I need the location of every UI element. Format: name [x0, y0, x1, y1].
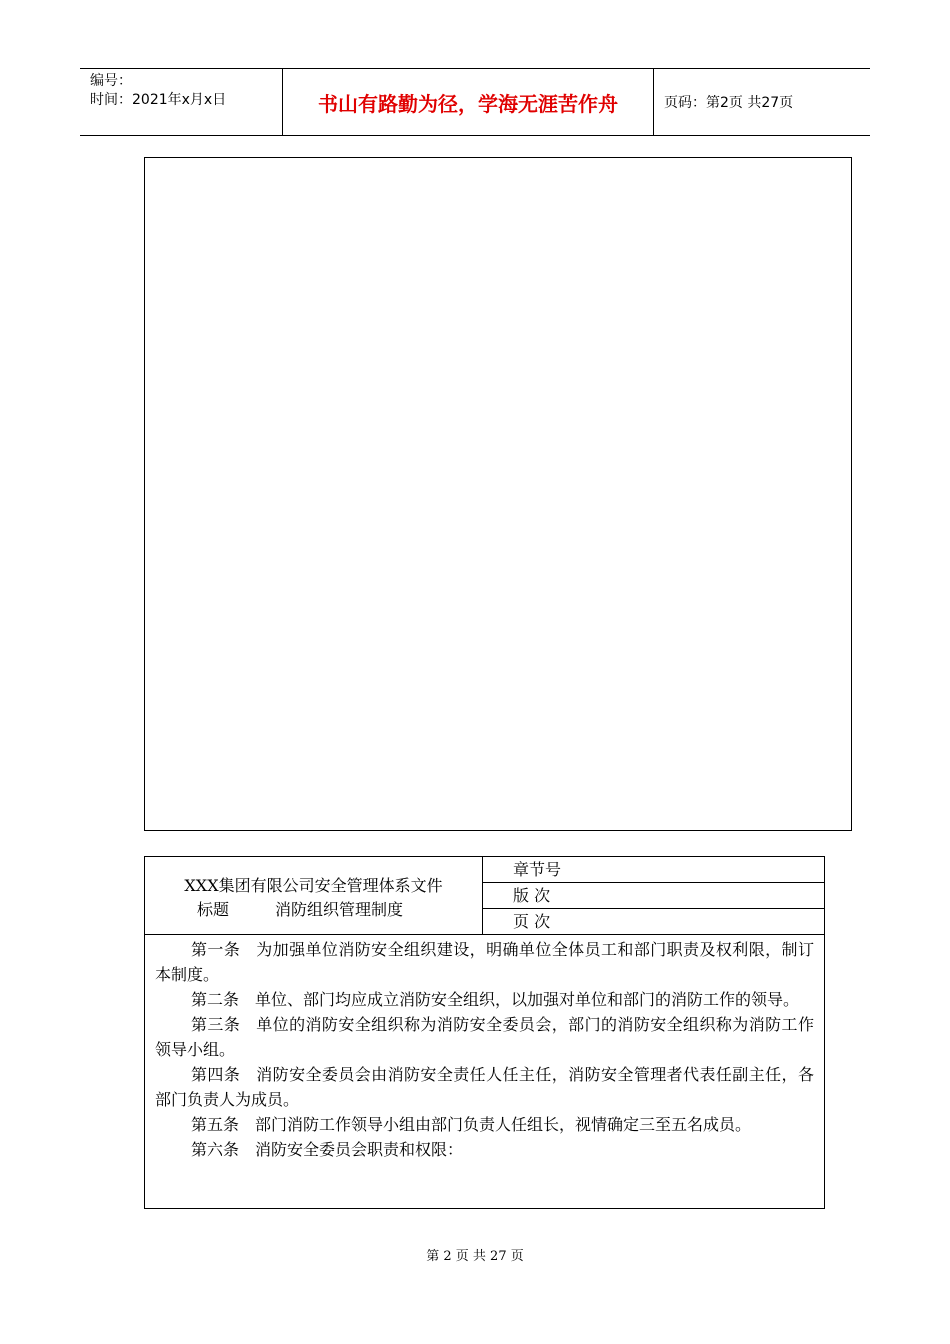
header-page-info: 页码：第2页 共27页	[664, 95, 794, 111]
article-text: 部门消防工作领导小组由部门负责人任组长，视情确定三至五名成员。	[255, 1115, 752, 1134]
article-paragraph	[155, 937, 814, 987]
chapter-number-label: 章节号	[483, 857, 824, 883]
blank-frame	[144, 157, 852, 831]
header-page-cell	[654, 69, 870, 135]
article-paragraph	[155, 1112, 814, 1137]
organization-title: XXX集团有限公司安全管理体系文件	[184, 876, 443, 895]
page-footer: 第 2 页 共 27 页	[426, 1249, 524, 1264]
document-meta-cell	[483, 857, 824, 934]
article-paragraph	[155, 987, 814, 1012]
article-text: 单位的消防安全组织称为消防安全委员会，部门的消防安全组织称为消防工作领导小组。	[155, 1015, 814, 1059]
document-number-label: 编号：	[90, 73, 132, 89]
article-label: 第一条	[191, 940, 241, 959]
document-title-cell	[145, 857, 483, 934]
article-paragraph	[155, 1062, 814, 1112]
article-label: 第四条	[191, 1065, 241, 1084]
header-meta-cell	[80, 69, 282, 135]
article-paragraph	[155, 1137, 814, 1162]
article-text: 消防安全委员会职责和权限：	[255, 1140, 464, 1159]
article-text: 单位、部门均应成立消防安全组织，以加强对单位和部门的消防工作的领导。	[255, 990, 800, 1009]
document-body	[155, 937, 814, 1162]
article-label: 第六条	[191, 1140, 240, 1159]
article-text: 为加强单位消防安全组织建设，明确单位全体员工和部门职责及权利限，制订本制度。	[155, 940, 814, 984]
article-label: 第五条	[191, 1115, 240, 1134]
document-title: 消防组织管理制度	[275, 900, 404, 919]
title-label: 标题	[197, 900, 230, 919]
article-label: 第二条	[191, 990, 240, 1009]
header-motto: 书山有路勤为径，学海无涯苦作舟	[318, 92, 618, 116]
document-table-header	[145, 857, 824, 935]
article-paragraph	[155, 1012, 814, 1062]
version-label: 版 次	[483, 883, 824, 909]
header-motto-cell	[282, 69, 654, 135]
document-title-row	[197, 899, 403, 921]
page-count-label: 页 次	[513, 912, 551, 931]
article-text: 消防安全委员会由消防安全责任人任主任，消防安全管理者代表任副主任，各部门负责人为成员。	[155, 1065, 814, 1109]
page-header	[80, 68, 870, 136]
article-label: 第三条	[191, 1015, 241, 1034]
document-table	[144, 856, 825, 1209]
document-date-label: 时间：2021年x月x日	[90, 92, 227, 108]
